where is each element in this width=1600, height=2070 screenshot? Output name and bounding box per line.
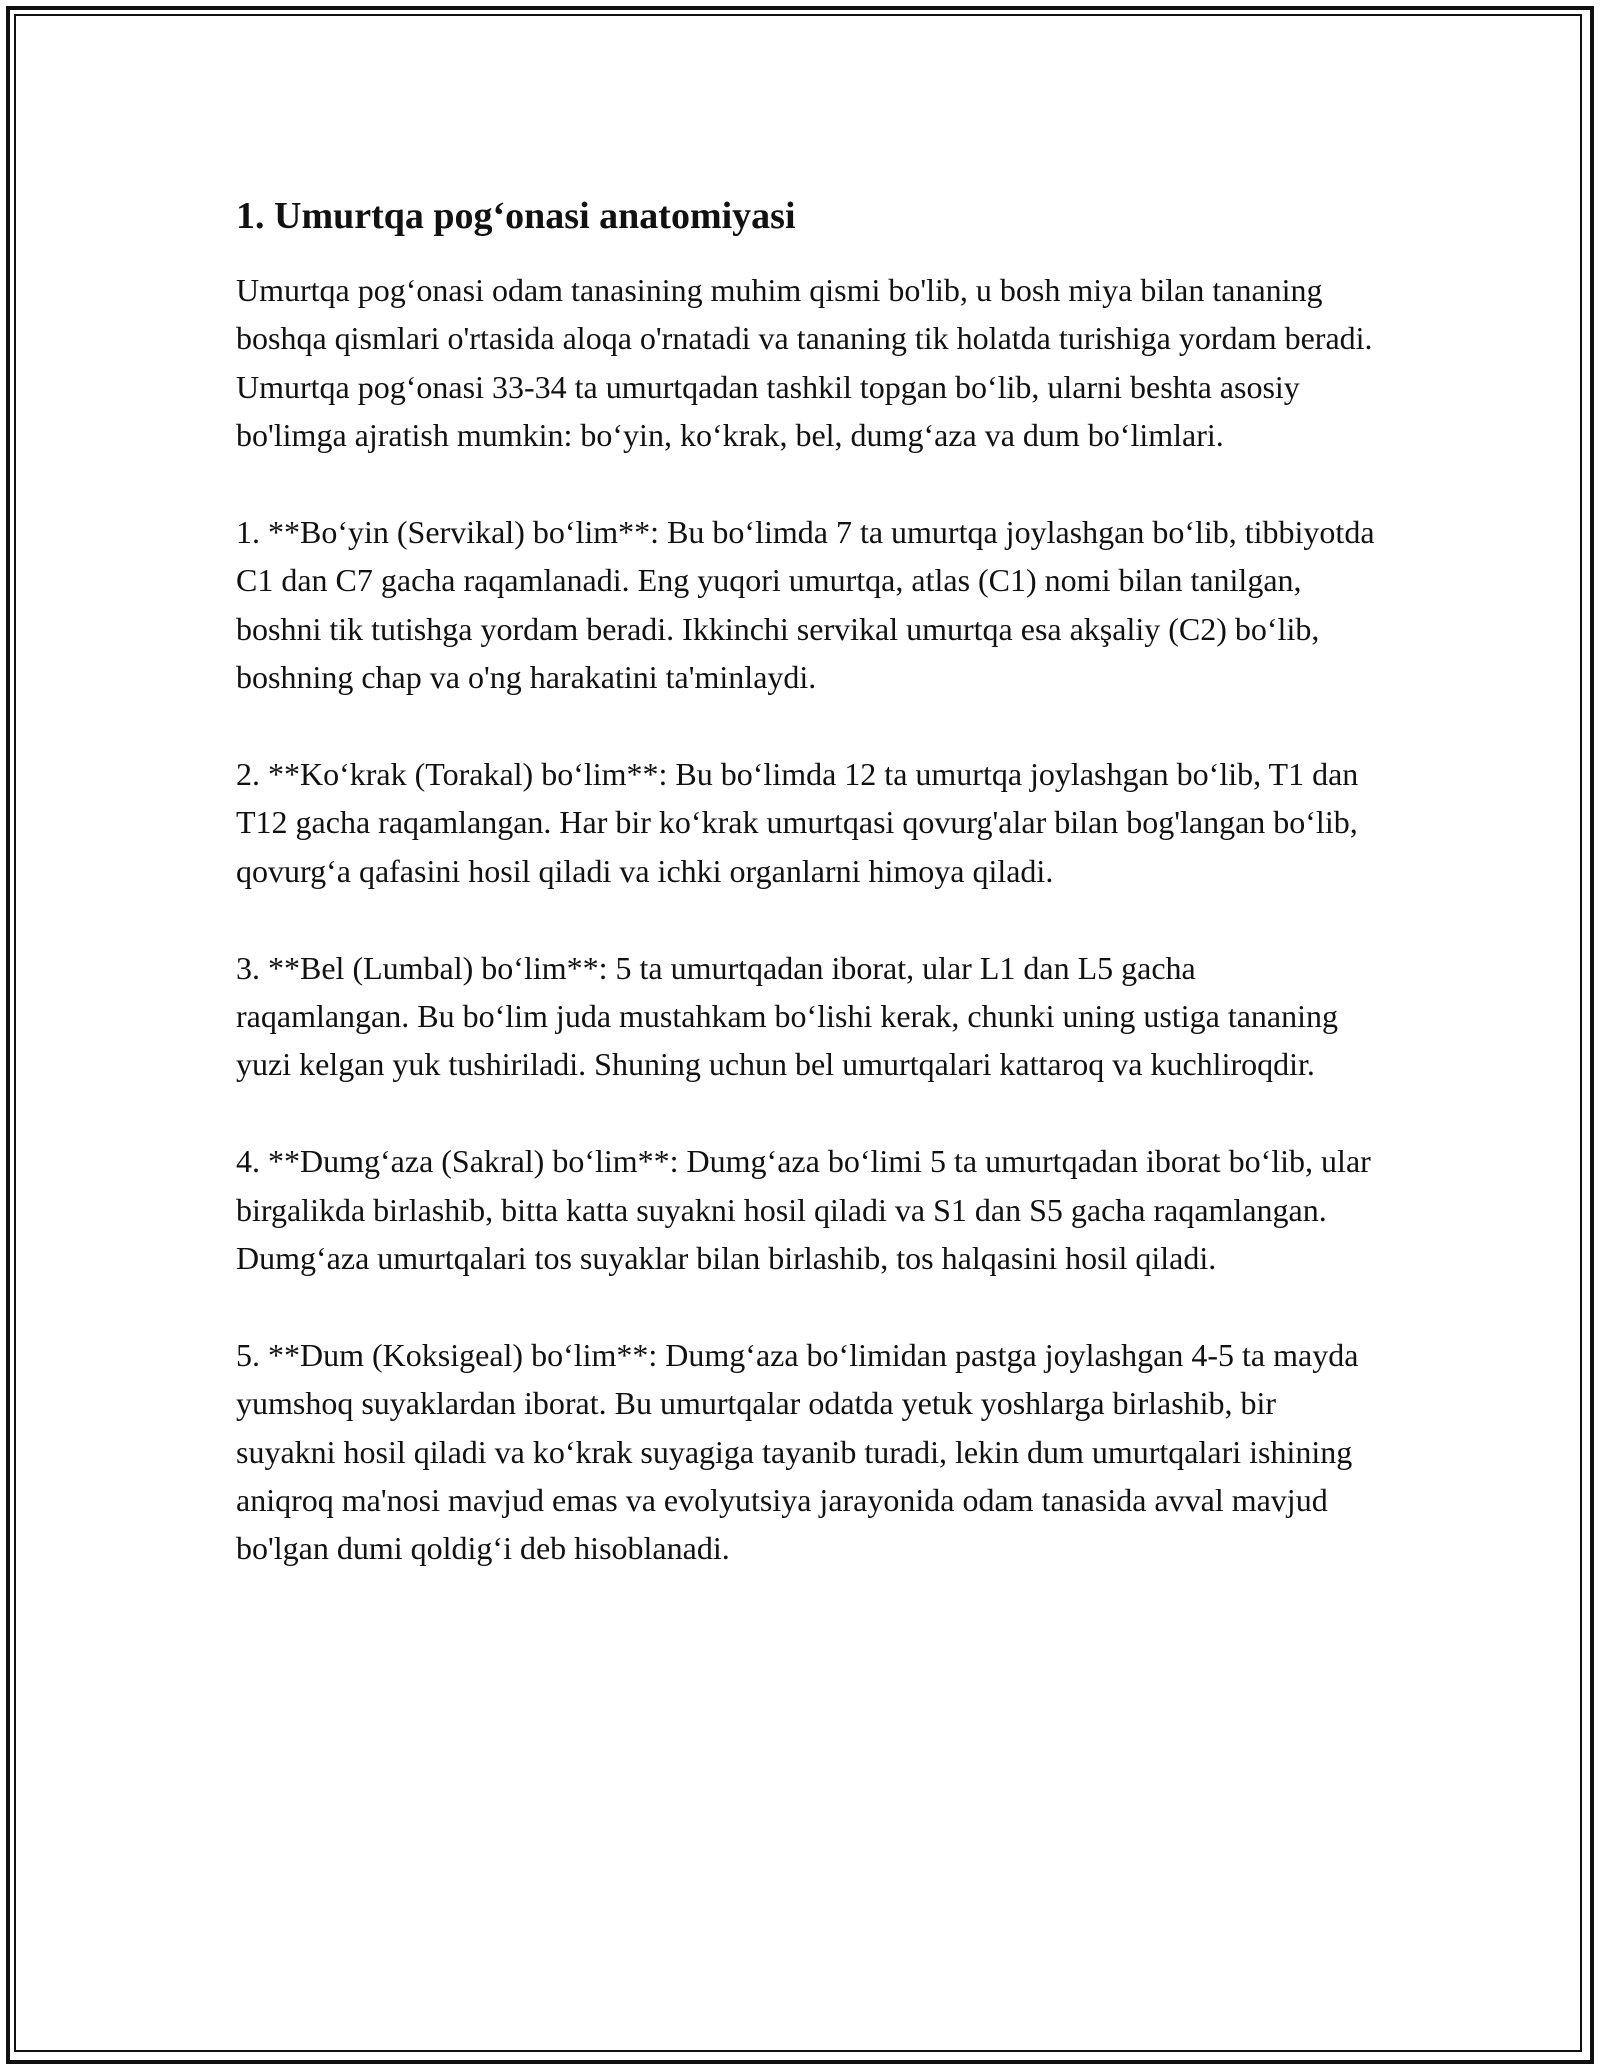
- section-lumbar-paragraph: 3. **Bel (Lumbal) bo‘lim**: 5 ta umurtqadan iborat, ular L1 dan L5 gacha raqamlangan. Bu bo‘lim juda mustahkam bo‘lishi kerak, chunki uning ustiga tananing yuzi kelgan yuk tushiriladi. Shuning uchun bel umurtqalari kattaroq va kuchliroqdir.: [236, 949, 1338, 1083]
- section-coccygeal-paragraph: 5. **Dum (Koksigeal) bo‘lim**: Dumg‘aza bo‘limidan pastga joylashgan 4-5 ta mayda yumshoq suyaklardan iborat. Bu umurtqalar odatda yetuk yoshlarga birlashib, bir suyakni hosil qiladi va ko‘krak suyagiga tayanib turadi, lekin dum umurtqalari ishining aniqroq ma'nosi mavjud emas va evolyutsiya jarayonida odam tanasida avval mavjud bo'lgan dumi qoldig‘i deb hisoblanadi.: [236, 1336, 1359, 1567]
- section-cervical-paragraph: 1. **Bo‘yin (Servikal) bo‘lim**: Bu bo‘limda 7 ta umurtqa joylashgan bo‘lib, tibbiyotda C1 dan C7 gacha raqamlanadi. Eng yuqori umurtqa, atlas (C1) nomi bilan tanilgan, boshni tik tutishga yordam beradi. Ikkinchi servikal umurtqa esa akşaliy (C2) bo‘lib, boshning chap va o'ng harakatini ta'minlaydi.: [236, 514, 1375, 696]
- section-thoracic-paragraph: 2. **Ko‘krak (Torakal) bo‘lim**: Bu bo‘limda 12 ta umurtqa joylashgan bo‘lib, T1 dan T12 gacha raqamlangan. Har bir ko‘krak umurtqasi qovurg'alar bilan bog'langan bo‘lib, qovurg‘a qafasini hosil qiladi va ichki organlarni himoya qiladi.: [236, 756, 1359, 889]
- intro-paragraph: Umurtqa pog‘onasi odam tanasining muhim qismi bo'lib, u bosh miya bilan tananing boshqa qismlari o'rtasida aloqa o'rnatadi va tananing tik holatda turishiga yordam beradi. Umurtqa pog‘onasi 33-34 ta umurtqadan tashkil topgan bo‘lib, ularni beshta asosiy bo'limga ajratish mumkin: bo‘yin, ko‘krak, bel, dumg‘aza va dum bo‘limlari.: [236, 272, 1373, 454]
- document-title: 1. Umurtqa pog‘onasi anatomiyasi: [236, 195, 796, 237]
- section-sacral-paragraph: 4. **Dumg‘aza (Sakral) bo‘lim**: Dumg‘aza bo‘limi 5 ta umurtqadan iborat bo‘lib, ular birgalikda birlashib, bitta katta suyakni hosil qiladi va S1 dan S5 gacha raqamlangan. Dumg‘aza umurtqalari tos suyaklar bilan birlashib, tos halqasini hosil qiladi.: [236, 1143, 1371, 1277]
- document-body: [236, 188, 1376, 1621]
